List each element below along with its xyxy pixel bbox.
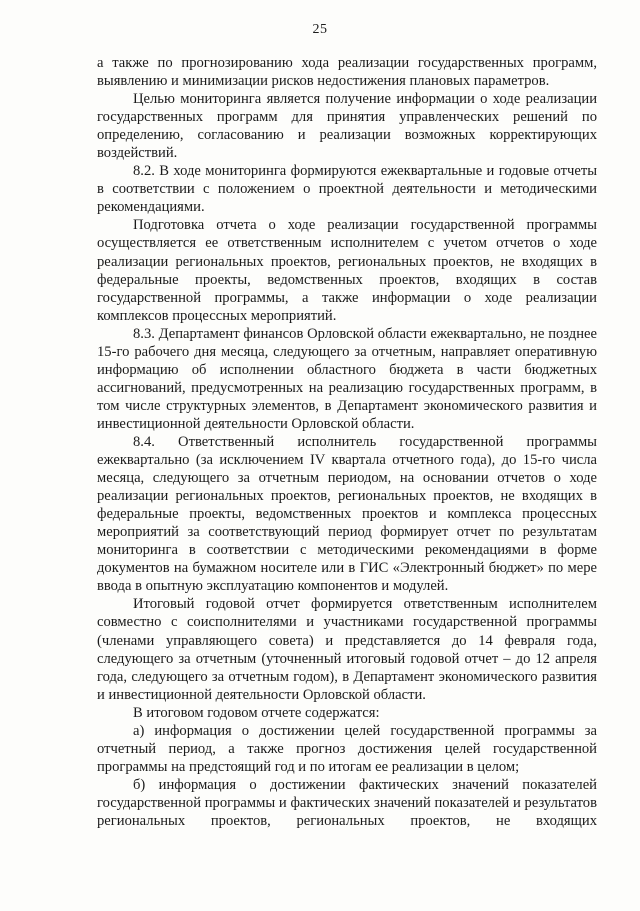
page-number: 25 [312,22,328,37]
paragraph-clause-8-4: 8.4. Ответственный исполнитель государственной программы ежеквартально (за исключением IV квартала отчетного года), до 15-го числа месяца, следующего за отчетным периодом, на основании отчетов о ходе реализации региональных проектов, региональных проектов, не входящих в федеральные проекты, ведомственных проектов и комплекса процессных мероприятий за соответствующий период формирует отчет по результатам мониторинга в соответствии с методическими рекомендациями в форме документов на бумажном носителе или в ГИС «Электронный бюджет» по мере ввода в опытную эксплуатацию компонентов и модулей. [97,433,597,595]
paragraph-continuation: а также по прогнозированию хода реализации государственных программ, выявлению и минимизации рисков недостижения плановых параметров. [97,55,597,90]
paragraph-report-preparation: Подготовка отчета о ходе реализации государственной программы осуществляется ее ответственным исполнителем с учетом отчетов о ходе реализации региональных проектов, региональных проектов, не входящих в федеральные проекты, ведомственных проектов, входящих в состав государственной программы, а также информации о ходе реализации комплексов процессных мероприятий. [97,217,597,324]
list-item-b: б) информация о достижении фактических значений показателей государственной программы и фактических значений показателей и результатов региональных проектов, региональных проектов, не входящих [97,776,597,829]
paragraph-annual-report: Итоговый годовой отчет формируется ответственным исполнителем совместно с соисполнителями и участниками государственной программы (членами управляющего совета) и представляется до 14 февраля года, следующего за отчетным (уточненный итоговый годовой отчет – до 12 апреля года, следующего за отчетным годом), в Департамент экономического развития и инвестиционной деятельности Орловской области. [97,596,597,703]
paragraph-clause-8-3: 8.3. Департамент финансов Орловской области ежеквартально, не позднее 15-го рабочего дня месяца, следующего за отчетным, направляет оперативную информацию об исполнении областного бюджета в части бюджетных ассигнований, предусмотренных на реализацию государственных программ, в том числе структурных элементов, в Департамент экономического развития и инвестиционной деятельности Орловской области. [97,325,597,432]
paragraph-clause-8-2: 8.2. В ходе мониторинга формируются ежеквартальные и годовые отчеты в соответствии с положением о проектной деятельности и методическими рекомендациями. [97,163,597,216]
paragraph-monitoring-goal: Целью мониторинга является получение информации о ходе реализации государственных программ для принятия управленческих решений по определению, согласованию и реализации возможных корректирующих воздействий. [97,91,597,162]
document-body [97,54,597,830]
list-item-a: а) информация о достижении целей государственной программы за отчетный период, а также прогноз достижения целей государственной программы на предстоящий год и по итогам ее реализации в целом; [97,722,597,775]
paragraph-annual-report-contents: В итоговом годовом отчете содержатся: [133,704,380,721]
